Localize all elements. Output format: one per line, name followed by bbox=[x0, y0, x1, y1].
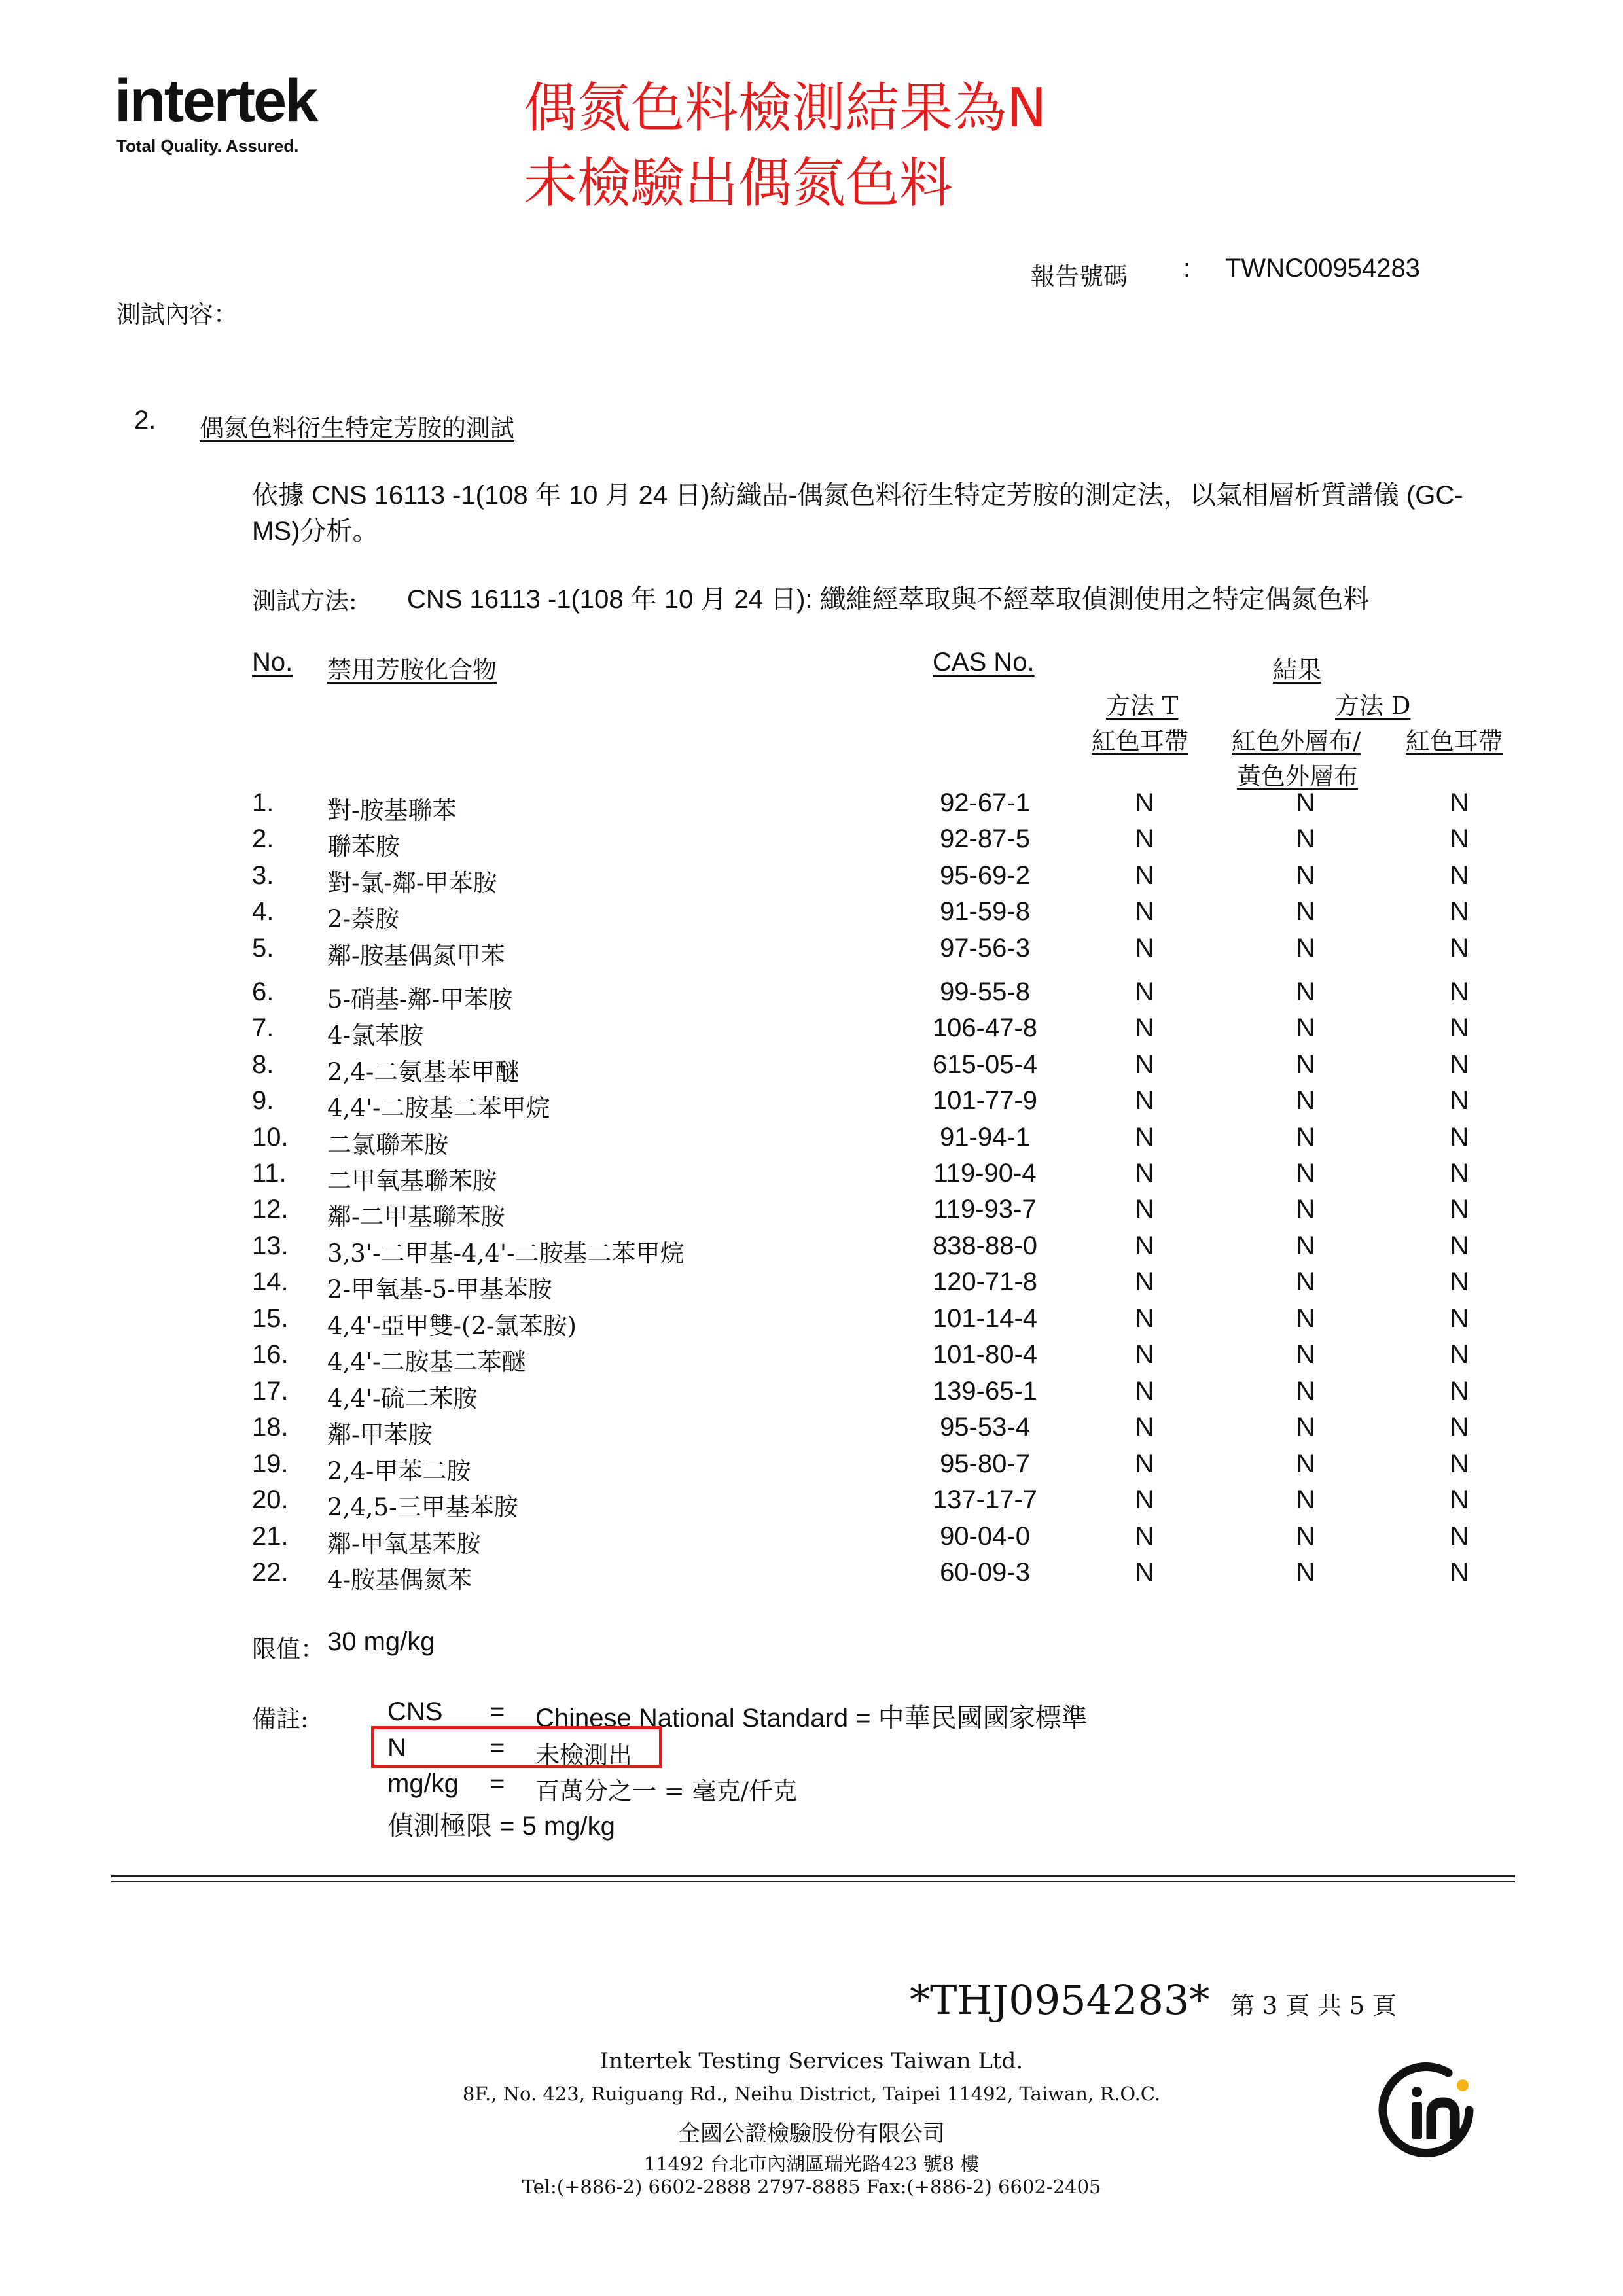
note-value-cns: Chinese National Standard = 中華民國國家標準 bbox=[535, 1704, 1088, 1733]
row-number: 21. bbox=[252, 1522, 289, 1551]
result-method-t: N bbox=[1135, 1449, 1154, 1478]
row-number: 3. bbox=[252, 861, 274, 890]
cas-number: 101-77-9 bbox=[932, 1086, 1038, 1115]
table-row bbox=[0, 1340, 1623, 1377]
header-method-d: 方法 D bbox=[1335, 692, 1411, 720]
page-number: 第 3 頁 共 5 頁 bbox=[1230, 1992, 1397, 2020]
result-method-d-ear: N bbox=[1450, 934, 1469, 963]
compound-name: 聯苯胺 bbox=[327, 832, 400, 860]
result-method-d-ear: N bbox=[1450, 1449, 1469, 1478]
cas-number: 97-56-3 bbox=[940, 934, 1030, 963]
result-method-d-ear: N bbox=[1450, 1558, 1469, 1587]
row-number: 16. bbox=[252, 1340, 289, 1369]
compound-name: 鄰-甲氧基苯胺 bbox=[327, 1530, 481, 1558]
report-no-value: TWNC00954283 bbox=[1225, 254, 1420, 283]
row-number: 15. bbox=[252, 1304, 289, 1333]
result-method-d-outer: N bbox=[1296, 1413, 1315, 1441]
row-number: 13. bbox=[252, 1231, 289, 1260]
header-sample-d2: 紅色耳帶 bbox=[1406, 727, 1503, 755]
result-method-d-ear: N bbox=[1450, 1267, 1469, 1296]
result-method-d-outer: N bbox=[1296, 824, 1315, 853]
footer-phone: Tel:(+886-2) 6602-2888 2797-8885 Fax:(+886-2) 6602-2405 bbox=[522, 2176, 1101, 2198]
cas-number: 91-59-8 bbox=[940, 897, 1030, 926]
detection-limit: 偵測極限 = 5 mg/kg bbox=[387, 1812, 615, 1841]
note-key-mgkg: mg/kg bbox=[387, 1769, 459, 1798]
cas-number: 615-05-4 bbox=[932, 1050, 1038, 1079]
compound-name: 二氯聯苯胺 bbox=[327, 1131, 448, 1159]
red-annotation-line1: 偶氮色料檢測結果為N bbox=[524, 77, 1047, 139]
row-number: 7. bbox=[252, 1014, 274, 1042]
row-number: 8. bbox=[252, 1050, 274, 1079]
header-sample-d1-line2: 黃色外層布 bbox=[1237, 762, 1358, 790]
compound-name: 2,4-甲苯二胺 bbox=[327, 1457, 471, 1485]
result-method-t: N bbox=[1135, 861, 1154, 890]
compound-name: 鄰-甲苯胺 bbox=[327, 1421, 433, 1449]
table-row bbox=[0, 788, 1623, 825]
compound-name: 3,3'-二甲基-4,4'-二胺基二苯甲烷 bbox=[327, 1239, 685, 1267]
result-method-d-outer: N bbox=[1296, 1086, 1315, 1115]
test-method-label: 測試方法: bbox=[252, 587, 357, 615]
table-row bbox=[0, 1231, 1623, 1268]
result-method-t: N bbox=[1135, 1522, 1154, 1551]
row-number: 9. bbox=[252, 1086, 274, 1115]
result-method-d-ear: N bbox=[1450, 1413, 1469, 1441]
compound-name: 對-胺基聯苯 bbox=[327, 796, 457, 824]
row-number: 10. bbox=[252, 1123, 289, 1152]
compound-name: 4,4'-硫二苯胺 bbox=[327, 1385, 478, 1413]
note-value-n: 未檢測出 bbox=[535, 1741, 632, 1769]
result-method-d-outer: N bbox=[1296, 1522, 1315, 1551]
result-method-t: N bbox=[1135, 1267, 1154, 1296]
result-method-d-outer: N bbox=[1296, 788, 1315, 817]
table-row bbox=[0, 1558, 1623, 1595]
table-row bbox=[0, 1522, 1623, 1559]
result-method-d-outer: N bbox=[1296, 978, 1315, 1006]
cas-number: 90-04-0 bbox=[940, 1522, 1030, 1551]
result-method-t: N bbox=[1135, 1159, 1154, 1188]
limit-label: 限值： bbox=[252, 1635, 325, 1663]
row-number: 5. bbox=[252, 934, 274, 963]
row-number: 18. bbox=[252, 1413, 289, 1441]
cas-number: 95-69-2 bbox=[940, 861, 1030, 890]
table-row bbox=[0, 1014, 1623, 1050]
company-logo: intertek bbox=[115, 67, 317, 134]
compound-name: 2-甲氧基-5-甲基苯胺 bbox=[327, 1275, 552, 1303]
result-method-t: N bbox=[1135, 1050, 1154, 1079]
footer-company-en: Intertek Testing Services Taiwan Ltd. bbox=[599, 2048, 1024, 2074]
row-number: 20. bbox=[252, 1485, 289, 1514]
cas-number: 95-53-4 bbox=[940, 1413, 1030, 1441]
result-method-d-ear: N bbox=[1450, 978, 1469, 1006]
result-method-d-outer: N bbox=[1296, 934, 1315, 963]
table-row bbox=[0, 1086, 1623, 1123]
result-method-d-ear: N bbox=[1450, 1014, 1469, 1042]
row-number: 14. bbox=[252, 1267, 289, 1296]
note-eq-mgkg: = bbox=[490, 1769, 505, 1798]
red-annotation-line2: 未檢驗出偶氮色料 bbox=[524, 152, 954, 215]
header-result: 結果 bbox=[1273, 656, 1321, 684]
result-method-d-ear: N bbox=[1450, 1522, 1469, 1551]
footer-address-en: 8F., No. 423, Ruiguang Rd., Neihu District, Taipei 11492, Taiwan, R.O.C. bbox=[462, 2083, 1161, 2105]
cas-number: 60-09-3 bbox=[940, 1558, 1030, 1587]
result-method-d-outer: N bbox=[1296, 1050, 1315, 1079]
result-method-t: N bbox=[1135, 1377, 1154, 1405]
compound-name: 2,4-二氨基苯甲醚 bbox=[327, 1058, 520, 1086]
limit-value: 30 mg/kg bbox=[327, 1627, 435, 1656]
result-method-d-ear: N bbox=[1450, 1231, 1469, 1260]
result-method-t: N bbox=[1135, 1340, 1154, 1369]
cas-number: 120-71-8 bbox=[932, 1267, 1038, 1296]
table-row bbox=[0, 1304, 1623, 1341]
row-number: 1. bbox=[252, 788, 274, 817]
header-cas: CAS No. bbox=[933, 648, 1035, 677]
result-method-d-ear: N bbox=[1450, 1123, 1469, 1152]
compound-name: 4,4'-二胺基二苯甲烷 bbox=[327, 1094, 550, 1122]
compound-name: 4-胺基偶氮苯 bbox=[327, 1566, 473, 1594]
cas-number: 137-17-7 bbox=[932, 1485, 1038, 1514]
row-number: 11. bbox=[252, 1159, 287, 1188]
table-row bbox=[0, 897, 1623, 934]
table-row bbox=[0, 1050, 1623, 1087]
result-method-d-outer: N bbox=[1296, 861, 1315, 890]
result-method-t: N bbox=[1135, 1413, 1154, 1441]
row-number: 12. bbox=[252, 1195, 289, 1224]
report-no-label: 報告號碼 bbox=[1031, 262, 1128, 291]
cas-number: 95-80-7 bbox=[940, 1449, 1030, 1478]
result-method-d-ear: N bbox=[1450, 1340, 1469, 1369]
cas-number: 99-55-8 bbox=[940, 978, 1030, 1006]
section-title: 偶氮色料衍生特定芳胺的測試 bbox=[200, 414, 514, 442]
result-method-t: N bbox=[1135, 824, 1154, 853]
divider-thick bbox=[111, 1875, 1515, 1877]
compound-name: 4,4'-亞甲雙-(2-氯苯胺) bbox=[327, 1312, 577, 1340]
table-row bbox=[0, 1413, 1623, 1449]
compound-name: 2-萘胺 bbox=[327, 905, 400, 933]
header-method-t: 方法 T bbox=[1106, 692, 1179, 720]
result-method-d-outer: N bbox=[1296, 1449, 1315, 1478]
report-no-colon: : bbox=[1183, 254, 1191, 283]
compound-name: 2,4,5-三甲基苯胺 bbox=[327, 1493, 518, 1521]
result-method-d-outer: N bbox=[1296, 1123, 1315, 1152]
compound-name: 鄰-二甲基聯苯胺 bbox=[327, 1203, 505, 1231]
result-method-t: N bbox=[1135, 1195, 1154, 1224]
cas-number: 838-88-0 bbox=[932, 1231, 1038, 1260]
footer-address-zh: 11492 台北市內湖區瑞光路423 號8 樓 bbox=[643, 2153, 980, 2175]
logo-tagline: Total Quality. Assured. bbox=[116, 136, 299, 156]
result-method-t: N bbox=[1135, 934, 1154, 963]
cas-number: 119-90-4 bbox=[933, 1159, 1037, 1188]
result-method-d-outer: N bbox=[1296, 1014, 1315, 1042]
result-method-t: N bbox=[1135, 897, 1154, 926]
table-row bbox=[0, 934, 1623, 970]
note-key-cns: CNS bbox=[387, 1697, 443, 1726]
note-eq-cns: = bbox=[490, 1697, 505, 1726]
result-method-t: N bbox=[1135, 1485, 1154, 1514]
table-row bbox=[0, 1195, 1623, 1231]
cas-number: 101-14-4 bbox=[932, 1304, 1038, 1333]
result-method-d-ear: N bbox=[1450, 1304, 1469, 1333]
result-method-d-outer: N bbox=[1296, 1195, 1315, 1224]
row-number: 6. bbox=[252, 978, 274, 1006]
result-method-d-ear: N bbox=[1450, 788, 1469, 817]
header-no: No. bbox=[252, 648, 293, 677]
result-method-t: N bbox=[1135, 1014, 1154, 1042]
table-row bbox=[0, 1267, 1623, 1304]
test-method-text: CNS 16113 -1(108 年 10 月 24 日): 纖維經萃取與不經萃取偵測使用之特定偶氮色料 bbox=[407, 585, 1370, 614]
cas-number: 91-94-1 bbox=[940, 1123, 1030, 1152]
row-number: 17. bbox=[252, 1377, 289, 1405]
result-method-t: N bbox=[1135, 1086, 1154, 1115]
result-method-t: N bbox=[1135, 1231, 1154, 1260]
compound-name: 對-氯-鄰-甲苯胺 bbox=[327, 869, 497, 897]
remark-label: 備註: bbox=[252, 1705, 309, 1733]
result-method-d-ear: N bbox=[1450, 1195, 1469, 1224]
table-row bbox=[0, 1449, 1623, 1486]
cas-number: 106-47-8 bbox=[932, 1014, 1038, 1042]
result-method-t: N bbox=[1135, 1558, 1154, 1587]
cas-number: 101-80-4 bbox=[932, 1340, 1038, 1369]
footer-company-zh: 全國公證檢驗股份有限公司 bbox=[678, 2121, 945, 2147]
cas-number: 92-87-5 bbox=[940, 824, 1030, 853]
note-value-mgkg: 百萬分之一 = 毫克/仟克 bbox=[535, 1777, 797, 1805]
header-compound: 禁用芳胺化合物 bbox=[327, 656, 497, 684]
cas-number: 92-67-1 bbox=[940, 788, 1030, 817]
table-row bbox=[0, 978, 1623, 1014]
table-row bbox=[0, 861, 1623, 898]
row-number: 4. bbox=[252, 897, 274, 926]
result-method-d-ear: N bbox=[1450, 1159, 1469, 1188]
table-row bbox=[0, 1159, 1623, 1195]
result-method-d-outer: N bbox=[1296, 1159, 1315, 1188]
cas-number: 119-93-7 bbox=[933, 1195, 1037, 1224]
result-method-t: N bbox=[1135, 1123, 1154, 1152]
result-method-d-ear: N bbox=[1450, 1485, 1469, 1514]
result-method-d-outer: N bbox=[1296, 1267, 1315, 1296]
note-key-n: N bbox=[387, 1733, 406, 1762]
section-number: 2. bbox=[134, 406, 156, 434]
result-method-d-outer: N bbox=[1296, 1485, 1315, 1514]
test-content-label: 測試內容： bbox=[116, 300, 238, 328]
divider-thin bbox=[111, 1881, 1515, 1882]
table-row bbox=[0, 1377, 1623, 1413]
result-method-t: N bbox=[1135, 788, 1154, 817]
compound-name: 二甲氧基聯苯胺 bbox=[327, 1167, 497, 1195]
result-method-d-ear: N bbox=[1450, 824, 1469, 853]
table-row bbox=[0, 1485, 1623, 1522]
result-method-d-ear: N bbox=[1450, 1086, 1469, 1115]
row-number: 2. bbox=[252, 824, 274, 853]
result-method-d-outer: N bbox=[1296, 897, 1315, 926]
result-method-d-ear: N bbox=[1450, 1050, 1469, 1079]
result-method-d-outer: N bbox=[1296, 1558, 1315, 1587]
result-method-d-outer: N bbox=[1296, 1231, 1315, 1260]
intertek-mark-icon bbox=[1371, 2051, 1489, 2169]
compound-name: 4,4'-二胺基二苯醚 bbox=[327, 1348, 526, 1376]
compound-name: 4-氯苯胺 bbox=[327, 1021, 424, 1050]
barcode-text: *THJ0954283* bbox=[910, 1976, 1210, 2024]
table-row bbox=[0, 824, 1623, 861]
header-sample-d1-line1: 紅色外層布/ bbox=[1232, 727, 1361, 755]
result-method-d-ear: N bbox=[1450, 897, 1469, 926]
compound-name: 鄰-胺基偶氮甲苯 bbox=[327, 942, 505, 970]
result-method-d-ear: N bbox=[1450, 1377, 1469, 1405]
method-paragraph-line1: 依據 CNS 16113 -1(108 年 10 月 24 日)紡織品-偶氮色料衍生特定芳胺的測定法，以氣相層析質譜儀 (GC- bbox=[252, 481, 1463, 510]
row-number: 19. bbox=[252, 1449, 289, 1478]
result-method-d-outer: N bbox=[1296, 1377, 1315, 1405]
result-method-t: N bbox=[1135, 978, 1154, 1006]
table-row bbox=[0, 1123, 1623, 1159]
result-method-d-outer: N bbox=[1296, 1340, 1315, 1369]
result-method-t: N bbox=[1135, 1304, 1154, 1333]
note-eq-n: = bbox=[490, 1733, 505, 1762]
compound-name: 5-硝基-鄰-甲苯胺 bbox=[327, 985, 513, 1014]
result-method-d-ear: N bbox=[1450, 861, 1469, 890]
result-method-d-outer: N bbox=[1296, 1304, 1315, 1333]
cas-number: 139-65-1 bbox=[932, 1377, 1038, 1405]
header-sample-t: 紅色耳帶 bbox=[1092, 727, 1188, 755]
row-number: 22. bbox=[252, 1558, 289, 1587]
method-paragraph-line2: MS)分析。 bbox=[252, 517, 379, 546]
